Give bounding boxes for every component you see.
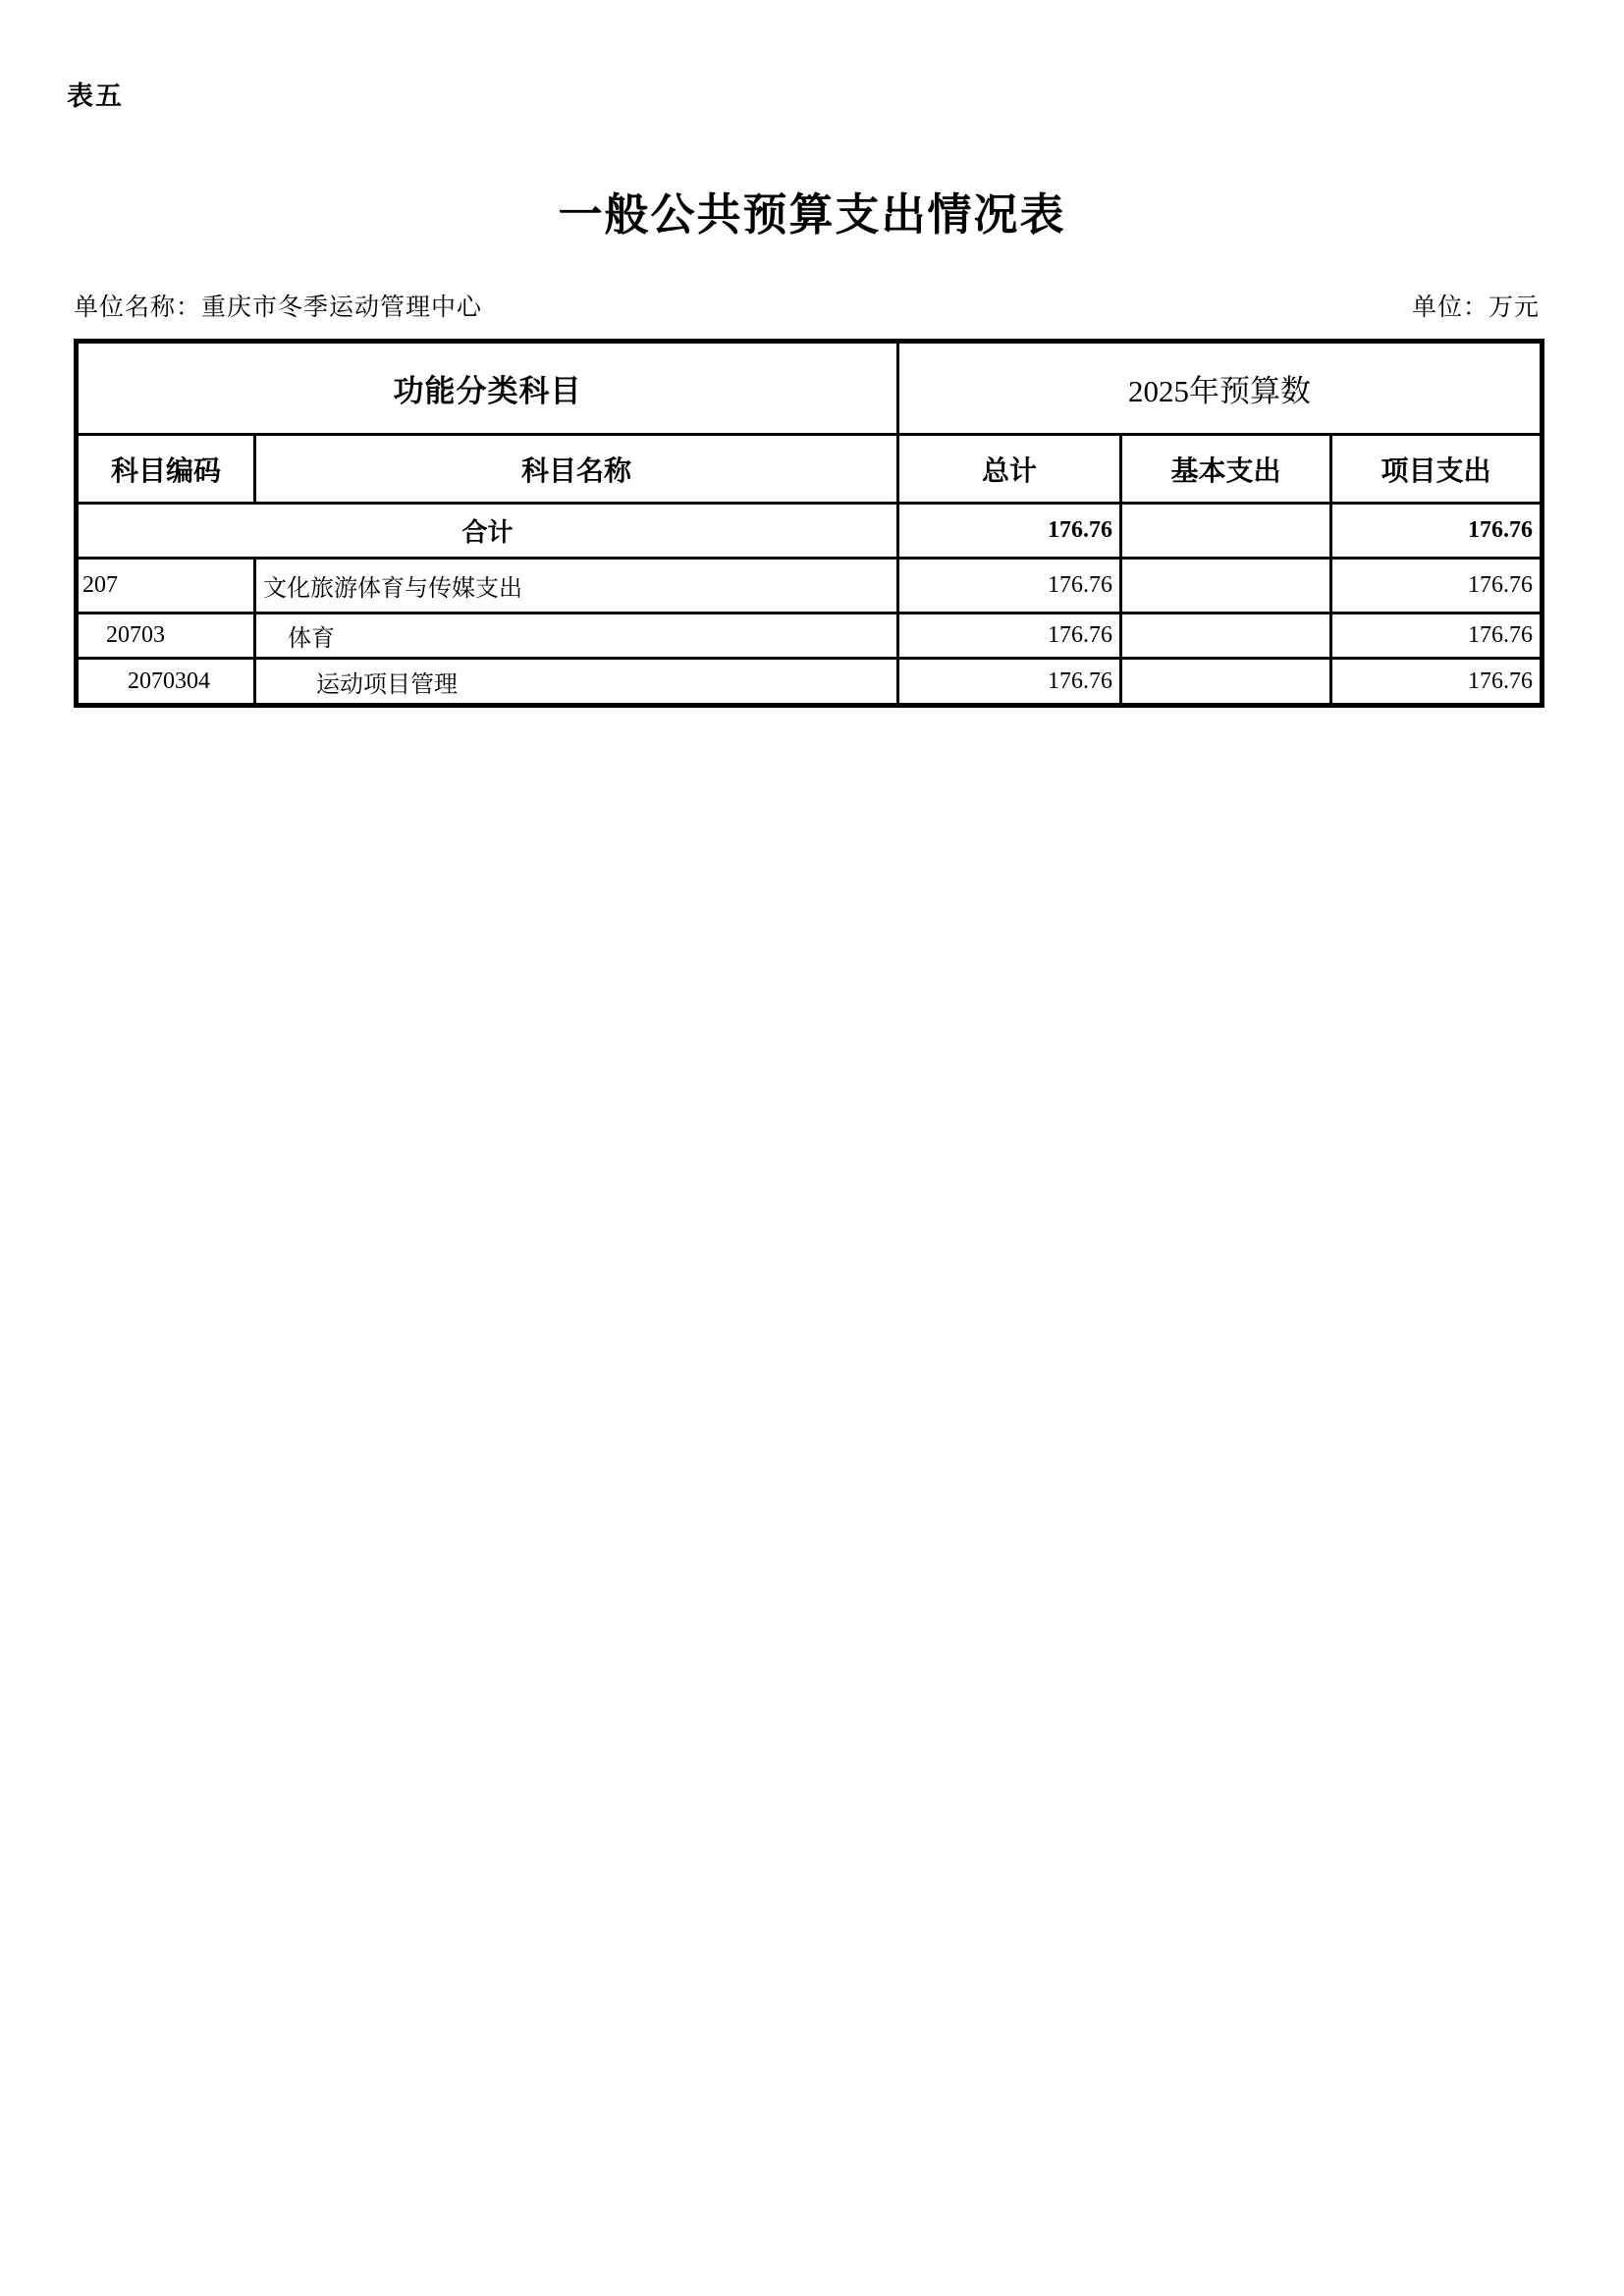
cell-code: 207 <box>77 559 255 614</box>
cell-project: 176.76 <box>1331 659 1543 706</box>
unit-name: 单位名称：重庆市冬季运动管理中心 <box>74 294 483 321</box>
col-header-code: 科目编码 <box>77 435 255 504</box>
col-group-function: 功能分类科目 <box>77 342 898 435</box>
col-header-name: 科目名称 <box>255 435 898 504</box>
table-row <box>77 659 1543 706</box>
total-row-label: 合计 <box>77 504 898 559</box>
budget-table <box>74 339 1544 708</box>
cell-name: 体育 <box>255 614 898 659</box>
cell-project: 176.76 <box>1331 614 1543 659</box>
cell-project: 176.76 <box>1331 559 1543 614</box>
col-group-budget-2025: 2025年预算数 <box>898 342 1543 435</box>
unit-label: 单位：万元 <box>1411 294 1540 321</box>
doc-tag: 表五 <box>67 81 124 111</box>
cell-basic <box>1121 614 1331 659</box>
cell-total: 176.76 <box>898 614 1121 659</box>
col-header-project: 项目支出 <box>1331 435 1543 504</box>
cell-basic <box>1121 559 1331 614</box>
table-row <box>77 614 1543 659</box>
cell-project: 176.76 <box>1331 504 1543 559</box>
cell-basic <box>1121 504 1331 559</box>
col-header-total: 总计 <box>898 435 1121 504</box>
table-row <box>77 559 1543 614</box>
table-header-row <box>77 435 1543 504</box>
page-title: 一般公共预算支出情况表 <box>558 190 1066 240</box>
cell-name: 运动项目管理 <box>255 659 898 706</box>
col-header-basic: 基本支出 <box>1121 435 1331 504</box>
total-row <box>77 504 1543 559</box>
unit-info-row <box>74 288 1540 323</box>
cell-total: 176.76 <box>898 659 1121 706</box>
cell-basic <box>1121 659 1331 706</box>
cell-code: 20703 <box>77 614 255 659</box>
cell-code: 2070304 <box>77 659 255 706</box>
cell-name: 文化旅游体育与传媒支出 <box>255 559 898 614</box>
cell-total: 176.76 <box>898 504 1121 559</box>
cell-total: 176.76 <box>898 559 1121 614</box>
table-header-group-row <box>77 342 1543 435</box>
